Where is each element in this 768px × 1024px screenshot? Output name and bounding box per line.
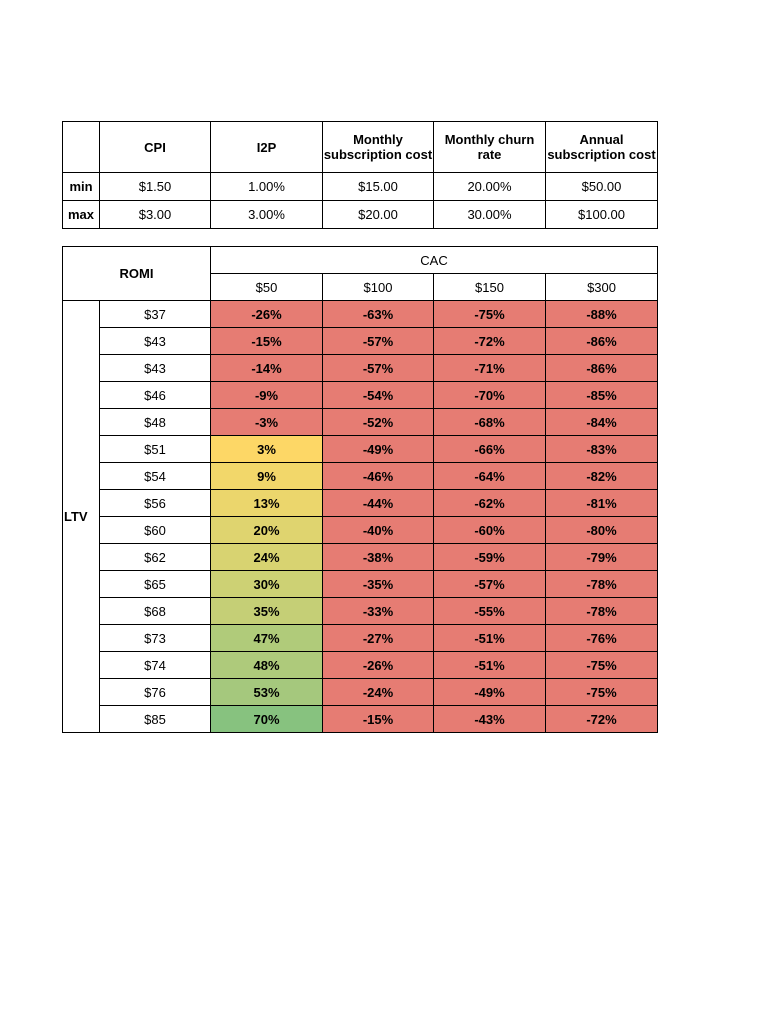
romi-value-cell: -46% [323, 463, 434, 490]
romi-value-cell: -88% [546, 301, 658, 328]
romi-value-cell: -38% [323, 544, 434, 571]
table-row [63, 679, 658, 706]
romi-value-cell: -64% [434, 463, 546, 490]
max-monthly-churn-rate: 30.00% [434, 201, 546, 229]
ltv-value: $74 [100, 652, 211, 679]
romi-value-cell: -44% [323, 490, 434, 517]
romi-value-cell: -81% [546, 490, 658, 517]
romi-value-cell: 70% [211, 706, 323, 733]
romi-value-cell: 13% [211, 490, 323, 517]
cac-value: $100 [323, 274, 434, 301]
header-monthly-churn-rate: Monthly churn rate [434, 122, 546, 173]
romi-value-cell: -33% [323, 598, 434, 625]
table-row [63, 301, 658, 328]
min-annual-subscription-cost: $50.00 [546, 173, 658, 201]
table-row [63, 490, 658, 517]
romi-value-cell: -35% [323, 571, 434, 598]
table-row [63, 571, 658, 598]
romi-value-cell: 24% [211, 544, 323, 571]
ltv-value: $65 [100, 571, 211, 598]
table-row [63, 544, 658, 571]
romi-value-cell: -57% [434, 571, 546, 598]
romi-value-cell: -62% [434, 490, 546, 517]
romi-value-cell: -49% [434, 679, 546, 706]
parameters-row-max [63, 201, 658, 229]
romi-value-cell: -82% [546, 463, 658, 490]
parameters-header-row [63, 122, 658, 173]
table-row [63, 409, 658, 436]
min-i2p: 1.00% [211, 173, 323, 201]
romi-value-cell: -78% [546, 571, 658, 598]
romi-value-cell: -86% [546, 355, 658, 382]
ltv-value: $85 [100, 706, 211, 733]
romi-value-cell: -43% [434, 706, 546, 733]
table-row [63, 382, 658, 409]
parameters-table [62, 121, 658, 229]
romi-value-cell: -9% [211, 382, 323, 409]
ltv-value: $62 [100, 544, 211, 571]
ltv-value: $37 [100, 301, 211, 328]
cac-value: $300 [546, 274, 658, 301]
romi-value-cell: -72% [434, 328, 546, 355]
romi-value-cell: -75% [434, 301, 546, 328]
max-i2p: 3.00% [211, 201, 323, 229]
row-label-min: min [63, 173, 100, 201]
ltv-value: $43 [100, 355, 211, 382]
parameters-corner-cell [63, 122, 100, 173]
header-monthly-subscription-cost: Monthly subscription cost [323, 122, 434, 173]
romi-value-cell: -70% [434, 382, 546, 409]
romi-value-cell: -26% [211, 301, 323, 328]
table-row [63, 436, 658, 463]
romi-value-cell: -57% [323, 328, 434, 355]
romi-title: ROMI [63, 247, 211, 301]
ltv-value: $46 [100, 382, 211, 409]
cac-value: $150 [434, 274, 546, 301]
romi-value-cell: -27% [323, 625, 434, 652]
romi-value-cell: -80% [546, 517, 658, 544]
romi-value-cell: 53% [211, 679, 323, 706]
table-row [63, 706, 658, 733]
romi-value-cell: -78% [546, 598, 658, 625]
romi-value-cell: 30% [211, 571, 323, 598]
romi-value-cell: 20% [211, 517, 323, 544]
table-row [63, 463, 658, 490]
parameters-row-min [63, 173, 658, 201]
romi-value-cell: -14% [211, 355, 323, 382]
romi-value-cell: -86% [546, 328, 658, 355]
romi-value-cell: -71% [434, 355, 546, 382]
table-row [63, 625, 658, 652]
table-row [63, 652, 658, 679]
romi-value-cell: -15% [211, 328, 323, 355]
romi-value-cell: -83% [546, 436, 658, 463]
header-cpi: CPI [100, 122, 211, 173]
romi-value-cell: -49% [323, 436, 434, 463]
ltv-value: $54 [100, 463, 211, 490]
romi-value-cell: -3% [211, 409, 323, 436]
romi-value-cell: -51% [434, 625, 546, 652]
romi-value-cell: -85% [546, 382, 658, 409]
romi-value-cell: 47% [211, 625, 323, 652]
romi-value-cell: -52% [323, 409, 434, 436]
row-label-max: max [63, 201, 100, 229]
romi-value-cell: 3% [211, 436, 323, 463]
ltv-value: $60 [100, 517, 211, 544]
romi-value-cell: -15% [323, 706, 434, 733]
min-monthly-subscription-cost: $15.00 [323, 173, 434, 201]
max-annual-subscription-cost: $100.00 [546, 201, 658, 229]
romi-value-cell: -76% [546, 625, 658, 652]
romi-value-cell: -51% [434, 652, 546, 679]
romi-value-cell: 9% [211, 463, 323, 490]
table-row [63, 517, 658, 544]
romi-value-cell: -55% [434, 598, 546, 625]
max-monthly-subscription-cost: $20.00 [323, 201, 434, 229]
table-row [63, 355, 658, 382]
romi-value-cell: -26% [323, 652, 434, 679]
romi-value-cell: -66% [434, 436, 546, 463]
ltv-value: $76 [100, 679, 211, 706]
romi-value-cell: -59% [434, 544, 546, 571]
romi-value-cell: 48% [211, 652, 323, 679]
romi-value-cell: -57% [323, 355, 434, 382]
romi-value-cell: -63% [323, 301, 434, 328]
header-annual-subscription-cost: Annual subscription cost [546, 122, 658, 173]
ltv-label: LTV [63, 301, 100, 733]
romi-value-cell: -79% [546, 544, 658, 571]
romi-value-cell: 35% [211, 598, 323, 625]
header-i2p: I2P [211, 122, 323, 173]
romi-value-cell: -24% [323, 679, 434, 706]
romi-table [62, 246, 658, 733]
table-row [63, 328, 658, 355]
romi-value-cell: -40% [323, 517, 434, 544]
romi-value-cell: -75% [546, 652, 658, 679]
ltv-value: $43 [100, 328, 211, 355]
max-cpi: $3.00 [100, 201, 211, 229]
romi-value-cell: -84% [546, 409, 658, 436]
min-cpi: $1.50 [100, 173, 211, 201]
romi-value-cell: -72% [546, 706, 658, 733]
romi-value-cell: -54% [323, 382, 434, 409]
ltv-value: $68 [100, 598, 211, 625]
romi-value-cell: -68% [434, 409, 546, 436]
ltv-value: $56 [100, 490, 211, 517]
cac-label: CAC [211, 247, 658, 274]
romi-value-cell: -75% [546, 679, 658, 706]
cac-value: $50 [211, 274, 323, 301]
ltv-value: $51 [100, 436, 211, 463]
ltv-value: $73 [100, 625, 211, 652]
romi-header-row-1 [63, 247, 658, 274]
table-row [63, 598, 658, 625]
min-monthly-churn-rate: 20.00% [434, 173, 546, 201]
ltv-value: $48 [100, 409, 211, 436]
romi-value-cell: -60% [434, 517, 546, 544]
